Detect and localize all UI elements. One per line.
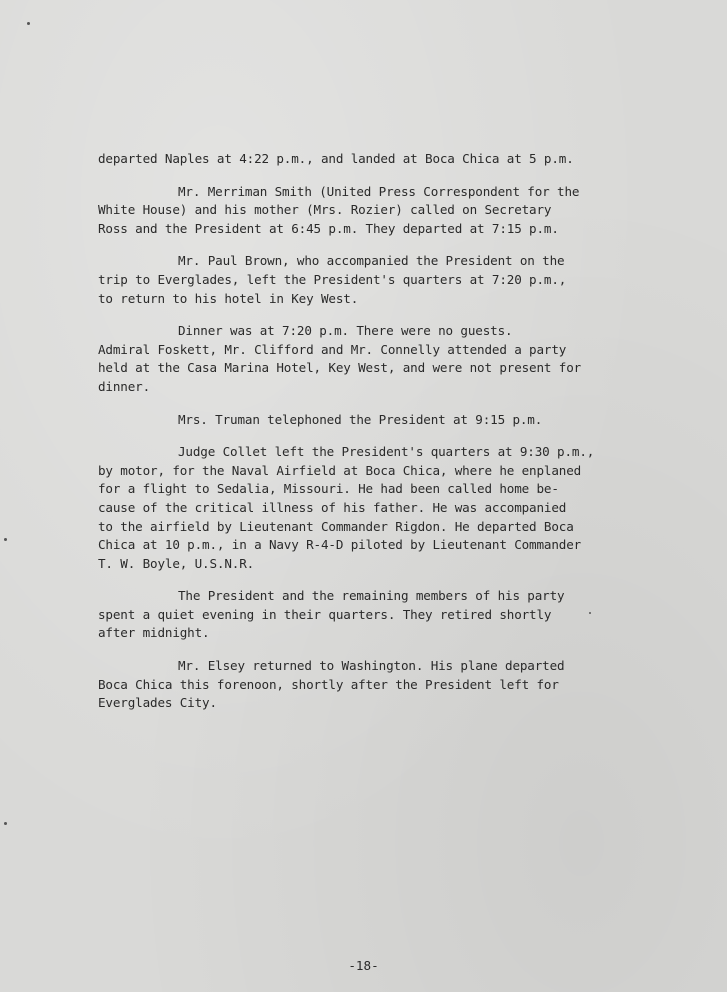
paragraph: [98, 657, 638, 713]
scan-speck: [4, 822, 7, 825]
text-line: for a flight to Sedalia, Missouri. He had been called home be-: [98, 481, 559, 497]
text-line: The President and the remaining members of his party: [178, 588, 565, 604]
text-line: Mr. Elsey returned to Washington. His plane departed: [178, 658, 565, 674]
text-line: Mr. Merriman Smith (United Press Correspondent for the: [178, 183, 580, 199]
paragraph: [98, 322, 638, 396]
text-line: Chica at 10 p.m., in a Navy R-4-D piloted by Lieutenant Commander: [98, 537, 582, 553]
text-line: Admiral Foskett, Mr. Clifford and Mr. Connelly attended a party: [98, 341, 567, 357]
text-line: Dinner was at 7:20 p.m. There were no guests.: [178, 323, 513, 339]
text-line: Judge Collet left the President's quarters at 9:30 p.m.,: [178, 444, 595, 460]
text-line: to the airfield by Lieutenant Commander Rigdon. He departed Boca: [98, 518, 574, 534]
text-line: White House) and his mother (Mrs. Rozier) called on Secretary: [98, 202, 552, 218]
paragraph: [98, 587, 638, 643]
text-line: cause of the critical illness of his father. He was accompanied: [98, 499, 567, 515]
text-line: Everglades City.: [98, 695, 217, 711]
paragraph: [98, 443, 638, 573]
text-line: departed Naples at 4:22 p.m., and landed at Boca Chica at 5 p.m.: [98, 151, 574, 166]
text-line: to return to his hotel in Key West.: [98, 290, 359, 306]
scan-speck: [27, 22, 30, 25]
paragraph: [98, 150, 638, 169]
text-line: Ross and the President at 6:45 p.m. They departed at 7:15 p.m.: [98, 220, 559, 236]
text-line: dinner.: [98, 378, 151, 394]
paragraph: [98, 183, 638, 239]
page-number: -18-: [348, 958, 379, 973]
text-line: trip to Everglades, left the President's quarters at 7:20 p.m.,: [98, 271, 567, 287]
text-line: T. W. Boyle, U.S.N.R.: [98, 555, 255, 571]
scan-speck: [4, 538, 7, 541]
text-line: Mr. Paul Brown, who accompanied the President on the: [178, 253, 565, 269]
body-text: [98, 150, 638, 713]
paragraph: [98, 252, 638, 308]
text-line: by motor, for the Naval Airfield at Boca Chica, where he enplaned: [98, 462, 582, 478]
text-line: spent a quiet evening in their quarters. They retired shortly: [98, 606, 552, 622]
text-line: after midnight.: [98, 625, 210, 641]
paragraph: [98, 411, 638, 430]
text-line: Mrs. Truman telephoned the President at 9:15 p.m.: [178, 411, 543, 427]
text-line: held at the Casa Marina Hotel, Key West, and were not present for: [98, 360, 582, 376]
text-line: Boca Chica this forenoon, shortly after the President left for: [98, 676, 559, 692]
